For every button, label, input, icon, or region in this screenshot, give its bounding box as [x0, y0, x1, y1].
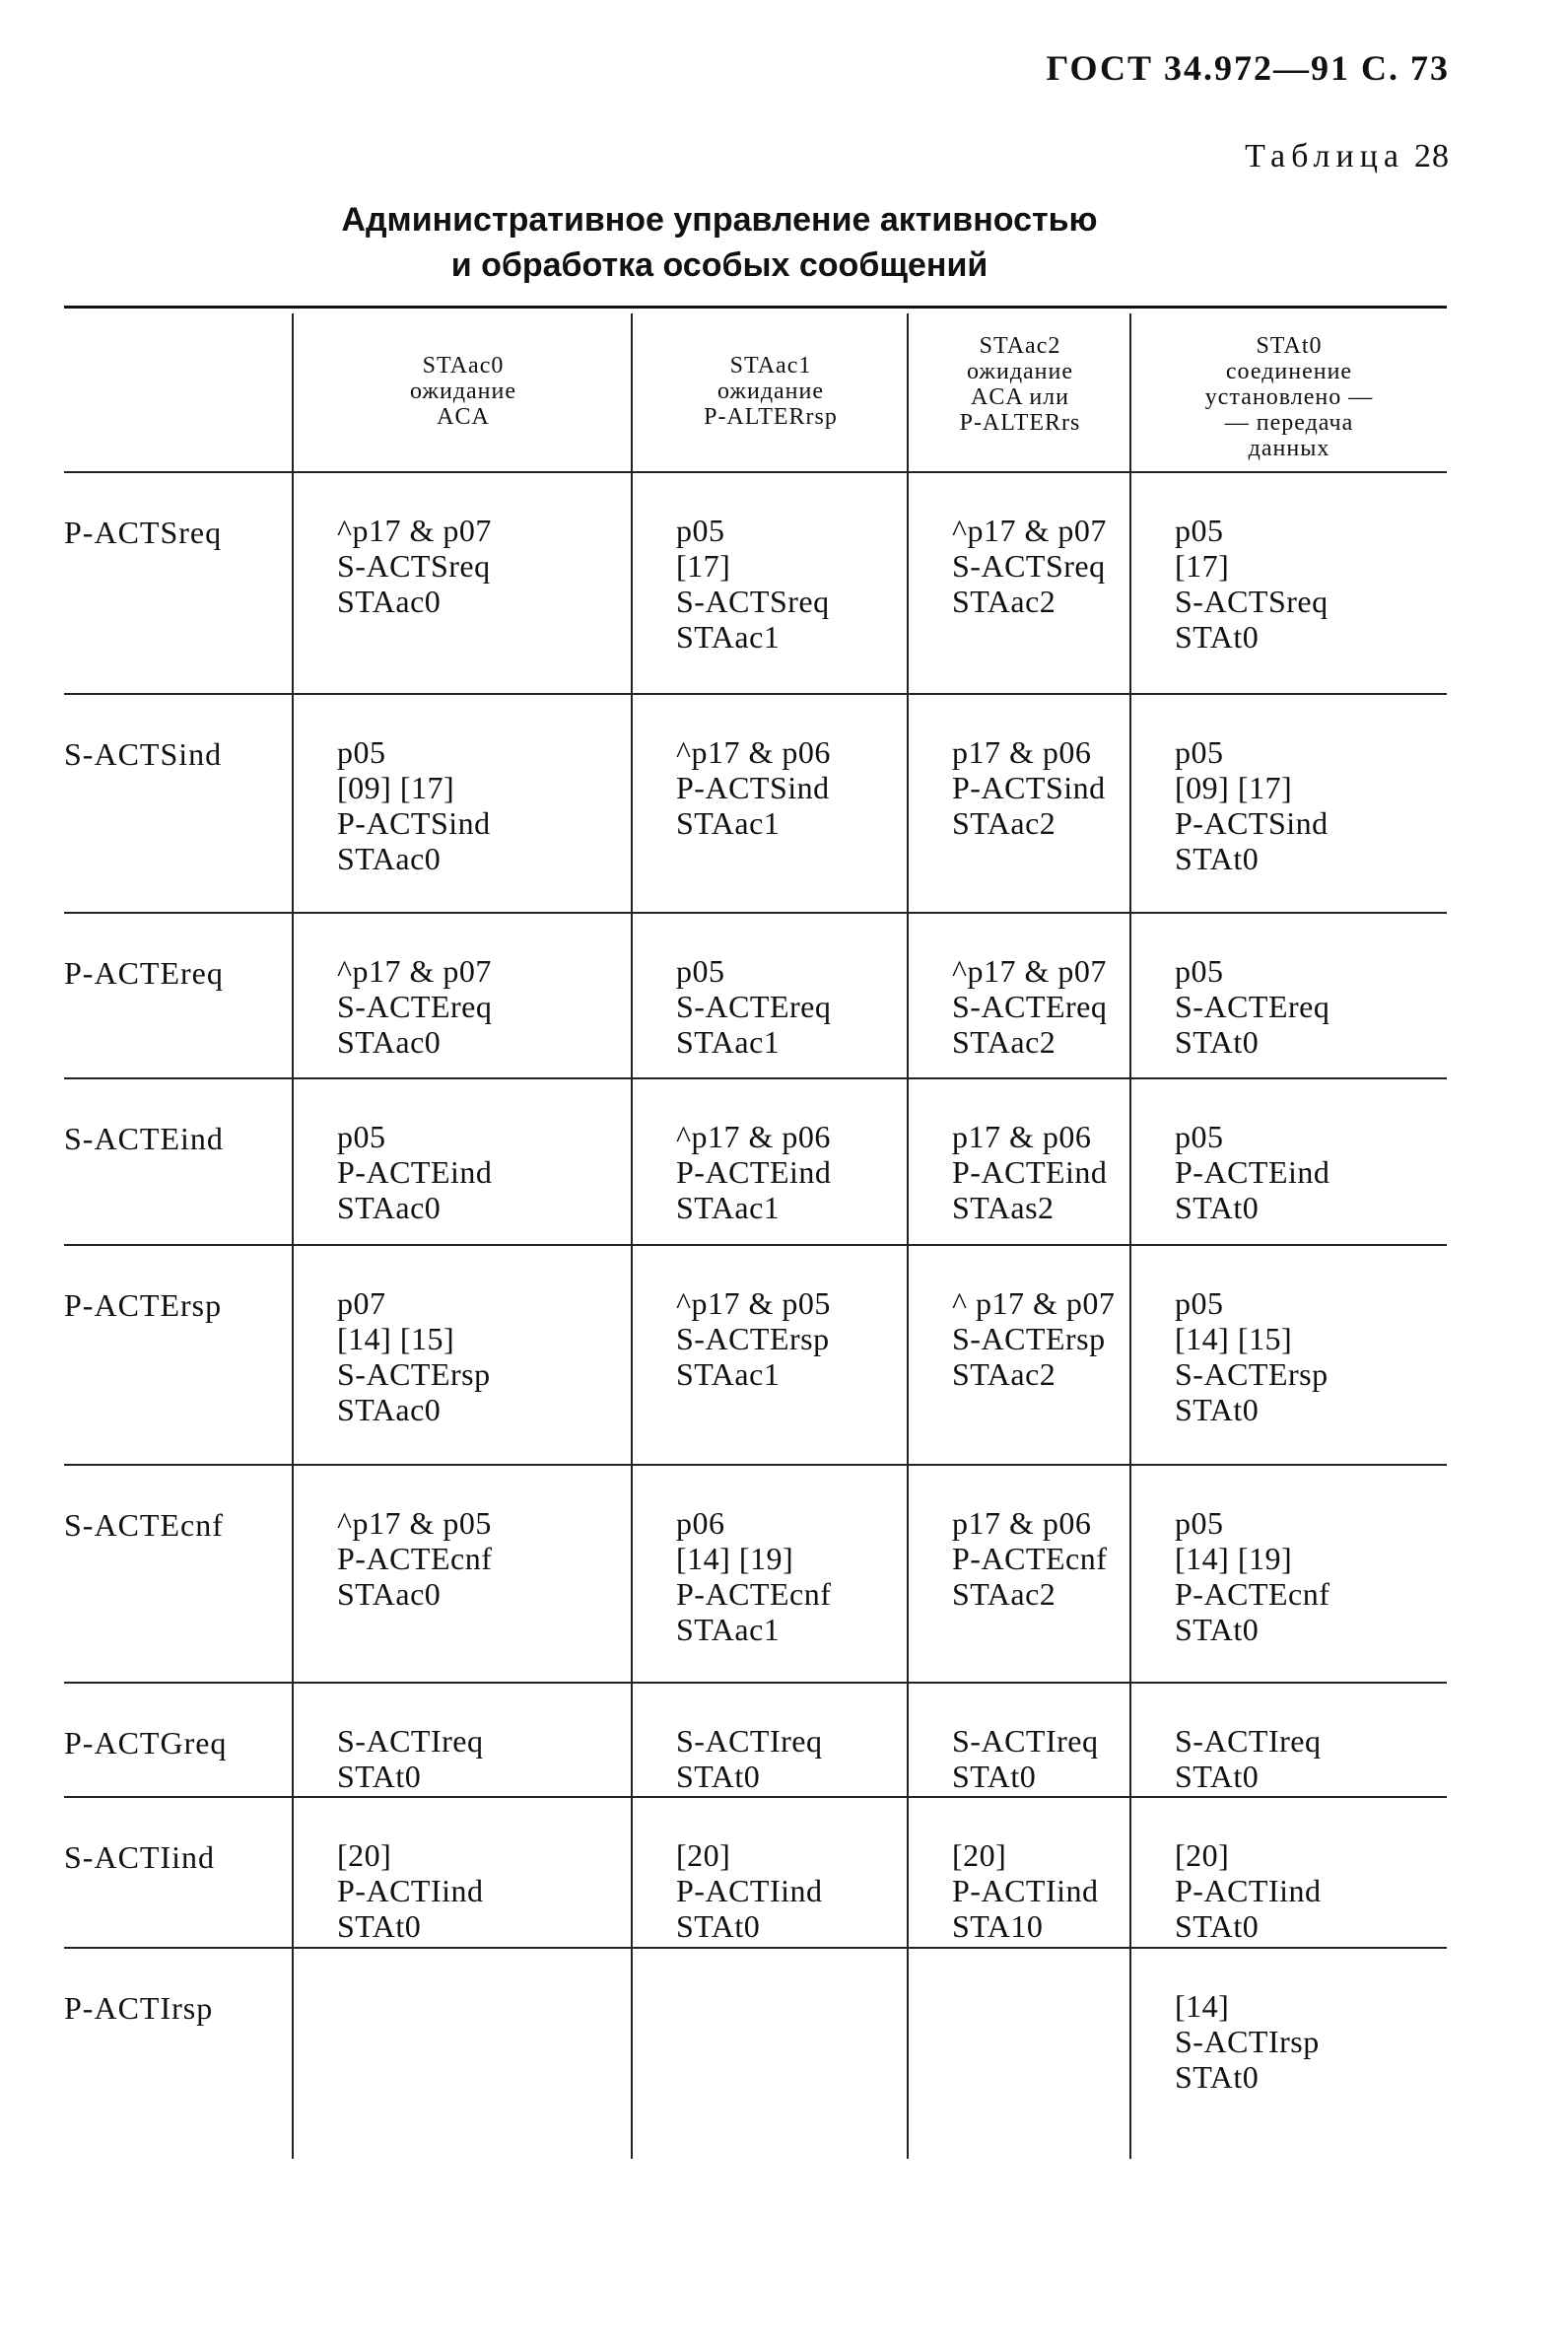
cell-line: p05	[1175, 1119, 1224, 1154]
cell-line: P-ACTSind	[1175, 805, 1329, 841]
cell-line: [14]	[1175, 1988, 1230, 2024]
cell-line: STAac2	[952, 1356, 1057, 1392]
cell-line: P-ACTEcnf	[676, 1576, 832, 1612]
cell-line: [20]	[676, 1837, 731, 1873]
row-label: S-ACTEcnf	[64, 1507, 224, 1543]
cell-line: STAt0	[1175, 2059, 1260, 2095]
cell-line: P-ACTIind	[952, 1873, 1099, 1908]
column-separator	[1129, 313, 1131, 2159]
cell-line: p05	[1175, 1505, 1224, 1541]
cell-line: S-ACTEreq	[337, 989, 493, 1024]
column-header-line: STAac0	[422, 353, 505, 379]
cell-line: p17 & p06	[952, 734, 1092, 770]
cell-line: STAt0	[1175, 619, 1260, 655]
cell-line: STAt0	[1175, 1759, 1260, 1794]
table-cell	[952, 1285, 1115, 1392]
cell-line: STAt0	[337, 1908, 422, 1944]
cell-line: P-ACTIind	[676, 1873, 823, 1908]
cell-line: STAac1	[676, 1612, 781, 1647]
column-header-line: данных	[1248, 436, 1330, 461]
table-cell	[952, 1119, 1107, 1225]
table-number: 28	[1414, 138, 1450, 174]
table-cell	[952, 513, 1107, 619]
cell-line: STAac2	[952, 805, 1057, 841]
table-cell	[952, 1723, 1098, 1794]
cell-line: P-ACTSind	[952, 770, 1106, 805]
table-cell	[1175, 1723, 1321, 1794]
table-cell	[1175, 1119, 1329, 1225]
row-label: S-ACTIind	[64, 1839, 215, 1875]
cell-line: S-ACTIreq	[1175, 1723, 1322, 1759]
cell-line: ^p17 & p07	[337, 953, 492, 989]
table-cell	[952, 1505, 1107, 1612]
table-cell	[952, 1837, 1099, 1944]
cell-line: S-ACTIreq	[676, 1723, 823, 1759]
cell-line: p05	[676, 953, 725, 989]
column-header-line: соединение	[1225, 359, 1353, 384]
column-separator	[292, 313, 294, 2159]
row-label: P-ACTEreq	[64, 955, 224, 991]
page-header-standard: ГОСТ 34.972—91 С. 73	[1046, 48, 1450, 88]
cell-line: P-ACTEcnf	[952, 1541, 1108, 1576]
row-separator	[64, 912, 1447, 914]
row-label: S-ACTSind	[64, 736, 223, 772]
cell-line: p05	[337, 734, 386, 770]
row-separator	[64, 1077, 1447, 1079]
cell-line: STAt0	[1175, 841, 1260, 876]
cell-line: STAac2	[952, 584, 1057, 619]
table-cell	[952, 734, 1106, 841]
table-cell	[1175, 1285, 1329, 1427]
table-cell	[337, 513, 492, 619]
cell-line: STAt0	[676, 1759, 761, 1794]
table-cell	[1175, 1837, 1322, 1944]
row-label: P-ACTSreq	[64, 515, 223, 550]
cell-line: [14] [19]	[1175, 1541, 1293, 1576]
cell-line: [20]	[337, 1837, 392, 1873]
table-title	[276, 197, 1163, 288]
cell-line: p05	[1175, 953, 1224, 989]
cell-line: [14] [15]	[337, 1321, 455, 1356]
cell-line: P-ACTSind	[337, 805, 491, 841]
table-cell	[676, 953, 831, 1060]
cell-line: p05	[1175, 1285, 1224, 1321]
cell-line: S-ACTSreq	[676, 584, 830, 619]
table-title-line-2: и обработка особых сообщений	[450, 246, 989, 284]
column-header-line: STAac2	[979, 333, 1061, 359]
table-cell	[337, 1723, 483, 1794]
cell-line: ^p17 & p06	[676, 734, 831, 770]
cell-line: STAac0	[337, 584, 442, 619]
cell-line: p05	[676, 513, 725, 548]
cell-line: p17 & p06	[952, 1119, 1092, 1154]
table-cell	[676, 1119, 831, 1225]
cell-line: P-ACTEcnf	[1175, 1576, 1330, 1612]
column-header-line: P-ALTERrsp	[704, 404, 838, 430]
cell-line: S-ACTIreq	[337, 1723, 484, 1759]
table-cell	[676, 1837, 823, 1944]
cell-line: ^ p17 & p07	[952, 1285, 1116, 1321]
cell-line: [20]	[952, 1837, 1007, 1873]
cell-line: p07	[337, 1285, 386, 1321]
row-label: P-ACTErsp	[64, 1287, 223, 1323]
cell-line: S-ACTErsp	[952, 1321, 1106, 1356]
row-separator	[64, 1464, 1447, 1466]
cell-line: [09] [17]	[1175, 770, 1293, 805]
cell-line: P-ACTEcnf	[337, 1541, 493, 1576]
table-title-line-1: Административное управление активностью	[341, 201, 1098, 239]
cell-line: STAt0	[1175, 1612, 1260, 1647]
row-separator	[64, 1947, 1447, 1949]
column-header-line: ACA	[437, 404, 490, 430]
cell-line: S-ACTSreq	[952, 548, 1106, 584]
table-cell	[337, 953, 492, 1060]
cell-line: ^p17 & p07	[952, 953, 1107, 989]
table-cell	[337, 1119, 492, 1225]
cell-line: STA10	[952, 1908, 1044, 1944]
cell-line: ^p17 & p06	[676, 1119, 831, 1154]
cell-line: STAt0	[1175, 1024, 1260, 1060]
column-header-line: ожидание	[966, 359, 1074, 384]
cell-line: S-ACTIrsp	[1175, 2024, 1320, 2059]
cell-line: p05	[1175, 513, 1224, 548]
cell-line: STAac1	[676, 1024, 781, 1060]
table-cell	[1175, 734, 1329, 876]
cell-line: ^p17 & p07	[337, 513, 492, 548]
table-cell	[1175, 953, 1329, 1060]
cell-line: STAt0	[337, 1759, 422, 1794]
cell-line: STAac0	[337, 1190, 442, 1225]
table-cell	[337, 1285, 491, 1427]
row-separator	[64, 1244, 1447, 1246]
cell-line: STAac1	[676, 1356, 781, 1392]
cell-line: P-ACTIind	[1175, 1873, 1322, 1908]
cell-line: [09] [17]	[337, 770, 455, 805]
cell-line: [14] [15]	[1175, 1321, 1293, 1356]
row-label: P-ACTGreq	[64, 1725, 228, 1761]
cell-line: P-ACTEind	[676, 1154, 832, 1190]
cell-line: P-ACTEind	[952, 1154, 1108, 1190]
cell-line: [17]	[1175, 548, 1230, 584]
cell-line: STAac1	[676, 619, 781, 655]
table-top-rule	[64, 306, 1447, 309]
cell-line: STAt0	[676, 1908, 761, 1944]
cell-line: STAac1	[676, 1190, 781, 1225]
column-header-line: установлено —	[1204, 384, 1374, 410]
row-label: P-ACTIrsp	[64, 1990, 214, 2026]
row-separator	[64, 1682, 1447, 1684]
table-cell	[676, 1505, 831, 1647]
table-label-word: Таблица	[1245, 138, 1404, 174]
column-header-line: STAac1	[729, 353, 812, 379]
cell-line: STAac0	[337, 1024, 442, 1060]
cell-line: p06	[676, 1505, 725, 1541]
cell-line: S-ACTEreq	[952, 989, 1108, 1024]
column-header-line: P-ALTERrs	[959, 410, 1081, 436]
column-header-line: ожидание	[716, 379, 825, 404]
table-cell	[337, 1505, 492, 1612]
cell-line: S-ACTSreq	[1175, 584, 1329, 619]
cell-line: [14] [19]	[676, 1541, 794, 1576]
cell-line: S-ACTEreq	[676, 989, 832, 1024]
cell-line: ^p17 & p05	[676, 1285, 831, 1321]
cell-line: P-ACTIind	[337, 1873, 484, 1908]
cell-line: [20]	[1175, 1837, 1230, 1873]
table-cell	[676, 734, 831, 841]
column-header	[294, 353, 633, 430]
column-header	[633, 353, 909, 430]
cell-line: STAt0	[1175, 1908, 1260, 1944]
column-header-line: ожидание	[409, 379, 517, 404]
column-header-line: STAt0	[1256, 333, 1323, 359]
column-header	[1131, 333, 1447, 461]
cell-line: p17 & p06	[952, 1505, 1092, 1541]
cell-line: STAac0	[337, 1576, 442, 1612]
table-number-label	[1245, 138, 1450, 175]
cell-line: STAt0	[1175, 1392, 1260, 1427]
cell-line: S-ACTErsp	[676, 1321, 830, 1356]
cell-line: STAac1	[676, 805, 781, 841]
row-separator	[64, 693, 1447, 695]
table-cell	[337, 1837, 484, 1944]
table-cell	[1175, 1988, 1320, 2095]
table-cell	[1175, 513, 1329, 655]
table-cell	[1175, 1505, 1329, 1647]
row-separator	[64, 1796, 1447, 1798]
cell-line: STAac0	[337, 1392, 442, 1427]
cell-line: p05	[1175, 734, 1224, 770]
cell-line: S-ACTIreq	[952, 1723, 1099, 1759]
table-cell	[337, 734, 491, 876]
cell-line: ^p17 & p07	[952, 513, 1107, 548]
cell-line: S-ACTErsp	[1175, 1356, 1329, 1392]
column-header-line: — передача	[1224, 410, 1354, 436]
cell-line: S-ACTErsp	[337, 1356, 491, 1392]
cell-line: P-ACTEind	[1175, 1154, 1330, 1190]
table-cell	[952, 953, 1107, 1060]
cell-line: p05	[337, 1119, 386, 1154]
cell-line: STAt0	[1175, 1190, 1260, 1225]
column-header	[909, 333, 1131, 436]
column-separator	[631, 313, 633, 2159]
header-bottom-rule	[64, 471, 1447, 473]
cell-line: [17]	[676, 548, 731, 584]
cell-line: ^p17 & p05	[337, 1505, 492, 1541]
cell-line: STAac0	[337, 841, 442, 876]
cell-line: STAac2	[952, 1024, 1057, 1060]
cell-line: STAas2	[952, 1190, 1055, 1225]
table-cell	[676, 1285, 831, 1392]
cell-line: S-ACTEreq	[1175, 989, 1330, 1024]
cell-line: S-ACTSreq	[337, 548, 491, 584]
cell-line: STAac2	[952, 1576, 1057, 1612]
column-separator	[907, 313, 909, 2159]
table-cell	[676, 513, 830, 655]
column-header-line: ACA или	[970, 384, 1069, 410]
table-cell	[676, 1723, 822, 1794]
row-label: S-ACTEind	[64, 1121, 224, 1156]
cell-line: P-ACTSind	[676, 770, 830, 805]
cell-line: STAt0	[952, 1759, 1037, 1794]
cell-line: P-ACTEind	[337, 1154, 493, 1190]
